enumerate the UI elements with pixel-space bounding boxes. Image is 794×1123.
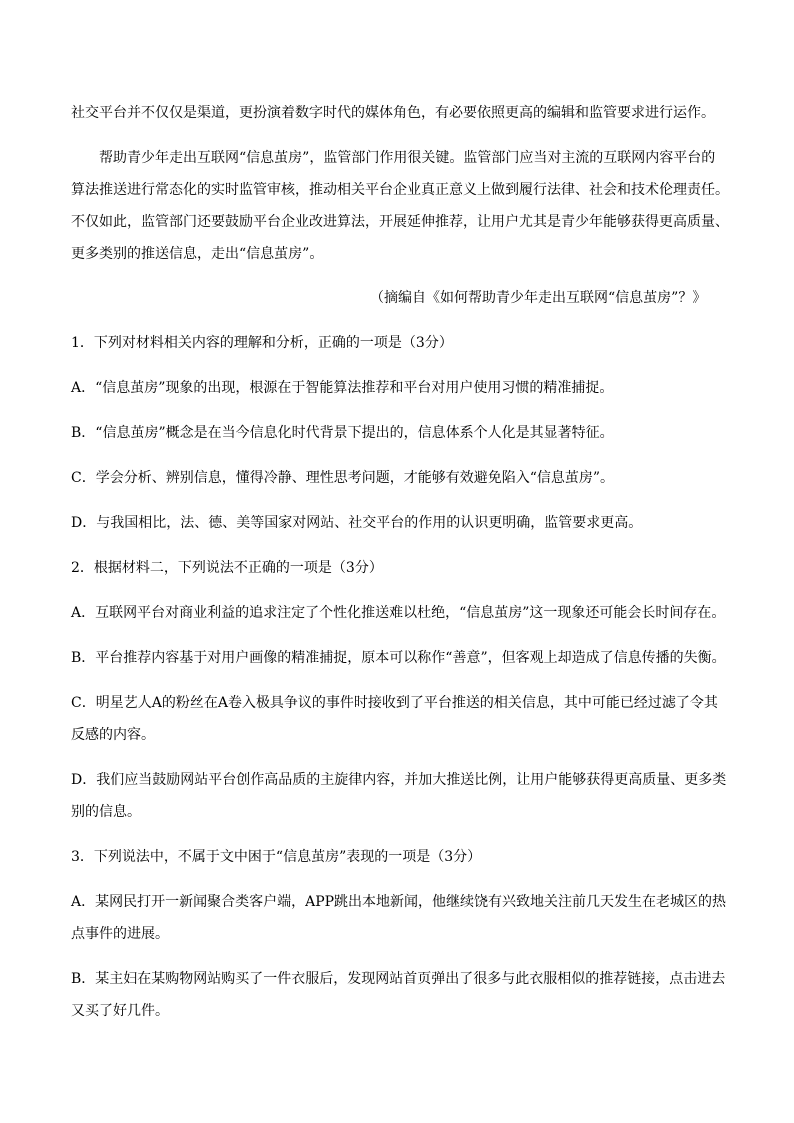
- option-c: C．学会分析、辨别信息，懂得冷静、理性思考问题，才能够有效避免陷入“信息茧房”。: [71, 470, 615, 486]
- passage-line: 更多类别的推送信息，走出“信息茧房”。: [71, 246, 324, 262]
- question-stem: 2．根据材料二，下列说法不正确的一项是（3分）: [71, 560, 383, 576]
- option-a-continued: 点事件的进展。: [71, 926, 169, 942]
- option-a: A．“信息茧房”现象的出现，根源在于智能算法推荐和平台对用户使用习惯的精准捕捉。: [71, 380, 614, 396]
- passage-line: 帮助青少年走出互联网“信息茧房”，监管部门作用很关键。监管部门应当对主流的互联网内容平台的: [99, 150, 716, 166]
- option-a: A．某网民打开一新闻聚合类客户端，APP跳出本地新闻，他继续饶有兴致地关注前几天发生在老城区的热: [71, 894, 727, 910]
- question-stem: 3．下列说法中，不属于文中困于“信息茧房”表现的一项是（3分）: [71, 849, 482, 865]
- option-d: D．与我国相比，法、德、美等国家对网站、社交平台的作用的认识更明确，监管要求更高。: [71, 515, 643, 531]
- passage-line: 不仅如此，监管部门还要鼓励平台企业改进算法，开展延伸推荐，让用户尤其是青少年能够获得更高质量、: [71, 214, 729, 230]
- option-b-continued: 又买了好几件。: [71, 1003, 169, 1019]
- source-citation: （摘编自《如何帮助青少年走出互联网“信息茧房”？》: [370, 290, 707, 306]
- option-c: C．明星艺人A的粉丝在A卷入极具争议的事件时接收到了平台推送的相关信息，其中可能已经过滤了令其: [71, 695, 718, 711]
- option-d: D．我们应当鼓励网站平台创作高品质的主旋律内容，并加大推送比例，让用户能够获得更高质量、更多类: [71, 772, 727, 788]
- option-b: B．“信息茧房”概念是在当今信息化时代背景下提出的，信息体系个人化是其显著特征。: [71, 425, 614, 441]
- question-stem: 1．下列对材料相关内容的理解和分析，正确的一项是（3分）: [71, 335, 453, 351]
- option-a: A．互联网平台对商业利益的追求注定了个性化推送难以杜绝，“信息茧房”这一现象还可能会长时间存在。: [71, 605, 726, 621]
- passage-line: 算法推送进行常态化的实时监管审核，推动相关平台企业真正意义上做到履行法律、社会和技术伦理责任。: [71, 182, 729, 198]
- passage-line: 社交平台并不仅仅是渠道，更扮演着数字时代的媒体角色，有必要依照更高的编辑和监管要求进行运作。: [71, 105, 715, 121]
- option-d-continued: 别的信息。: [71, 804, 141, 820]
- option-c-continued: 反感的内容。: [71, 727, 155, 743]
- option-b: B．某主妇在某购物网站购买了一件衣服后，发现网站首页弹出了很多与此衣服相似的推荐链接，点击进去: [71, 971, 726, 987]
- option-b: B．平台推荐内容基于对用户画像的精准捕捉，原本可以称作“善意”，但客观上却造成了信息传播的失衡。: [71, 650, 726, 666]
